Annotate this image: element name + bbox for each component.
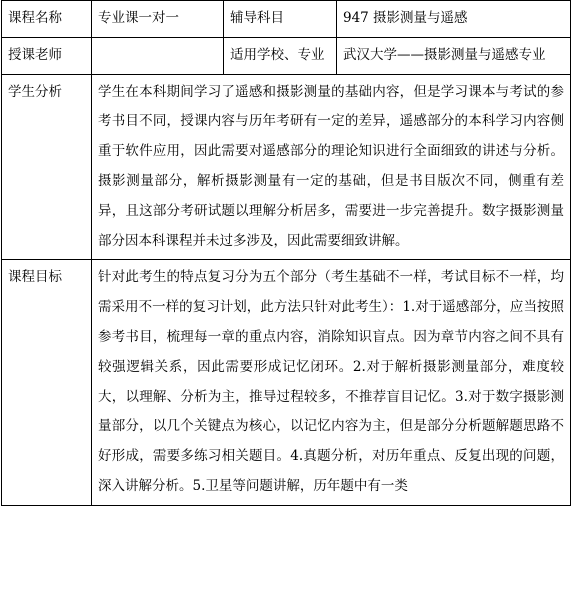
- course-goal-text: 针对此考生的特点复习分为五个部分（考生基础不一样，考试目标不一样，均需采用不一样的复习计划，此方法只针对此考生）：1.对于遥感部分，应当按照参考书目，梳理每一章的重点内容，消除知识盲点。因为章节内容之间不具有较强逻辑关系，因此需要形成记忆闭环。2.对于解析摄影测量部分，难度较大，以理解、分析为主，推导过程较多，不推荐盲目记忆。3.对于数字摄影测量部分，以几个关键点为核心，以记忆内容为主，但是部分分析题解题思路不好形成，需要多练习相关题目。4.真题分析，对历年重点、反复出现的问题，深入讲解分析。5.卫星等问题讲解，历年题中有一类: [92, 260, 571, 505]
- school-major-label: 适用学校、专业: [224, 37, 337, 74]
- course-plan-table: [1, 0, 571, 506]
- course-name-value: 专业课一对一: [92, 1, 224, 38]
- course-goal-label: 课程目标: [2, 260, 92, 505]
- table-row: [2, 1, 571, 38]
- subject-value: 947 摄影测量与遥感: [337, 1, 571, 38]
- table-row: [2, 37, 571, 74]
- teacher-value: [92, 37, 224, 74]
- teacher-label: 授课老师: [2, 37, 92, 74]
- table-row: [2, 260, 571, 505]
- course-name-label: 课程名称: [2, 1, 92, 38]
- student-analysis-text: 学生在本科期间学习了遥感和摄影测量的基础内容，但是学习课本与考试的参考书目不同，授课内容与历年考研有一定的差异，遥感部分的本科学习内容侧重于软件应用，因此需要对遥感部分的理论知识进行全面细致的讲述与分析。摄影测量部分，解析摄影测量有一定的基础，但是书目版次不同，侧重有差异，且这部分考研试题以理解分析居多，需要进一步完善提升。数字摄影测量部分因本科课程并未过多涉及，因此需要细致讲解。: [92, 74, 571, 260]
- table-row: [2, 74, 571, 260]
- school-major-value: 武汉大学——摄影测量与遥感专业: [337, 37, 571, 74]
- subject-label: 辅导科目: [224, 1, 337, 38]
- student-analysis-label: 学生分析: [2, 74, 92, 260]
